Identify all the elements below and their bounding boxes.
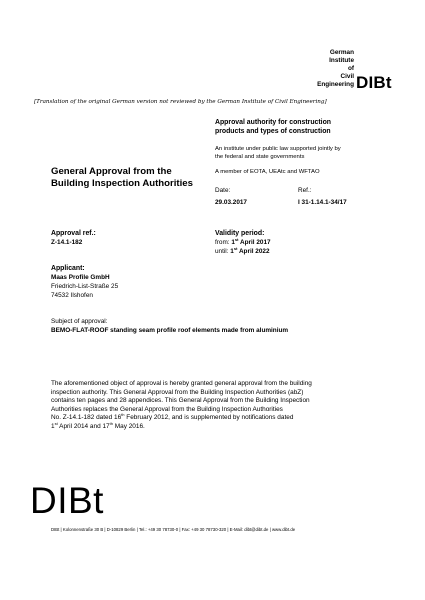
institute-line: Engineering <box>317 81 354 89</box>
validity-until <box>215 245 270 255</box>
applicant-city: 74532 Ilshofen <box>51 292 93 299</box>
body-line <box>51 420 381 432</box>
date-value: 29.03.2017 <box>215 199 247 206</box>
document-title-line: General Approval from the <box>51 166 172 177</box>
authority-sub-line: An institute under public law supported jointly by <box>215 146 341 152</box>
subject-label: Subject of approval: <box>51 318 108 325</box>
body-line-part: April 2014 and 17 <box>57 422 110 430</box>
document-title-line: Building Inspection Authorities <box>51 178 193 189</box>
validity-from-prefix: from: <box>215 239 232 246</box>
authority-sub-line: the federal and state governments <box>215 153 305 160</box>
validity-until-suffix: st <box>233 245 238 251</box>
authority-title-line: products and types of construction <box>215 128 331 135</box>
ref-label: Ref.: <box>298 187 312 194</box>
approval-ref-label: Approval ref.: <box>51 230 96 237</box>
date-label: Date: <box>215 187 231 194</box>
authority-title-line: Approval authority for construction <box>215 119 331 126</box>
approval-body-paragraph <box>51 380 381 432</box>
body-line-part: No. Z-14.1-182 dated 16 <box>51 414 122 422</box>
institute-line: Institute <box>329 57 354 65</box>
authority-title <box>215 118 405 136</box>
applicant-name: Maas Profile GmbH <box>51 274 110 281</box>
approval-ref-value: Z-14.1-182 <box>51 239 83 246</box>
validity-from-day: 1 <box>231 239 235 246</box>
validity-from <box>215 236 271 246</box>
validity-until-prefix: until: <box>215 248 231 255</box>
translation-note: [Translation of the original German version not reviewed by the German Institute of Civil Engineering] <box>34 99 327 105</box>
validity-from-rest: April 2017 <box>238 239 271 246</box>
body-line-part: 1 <box>51 422 55 430</box>
authority-member: A member of EOTA, UEAtc and WFTAO <box>215 169 320 175</box>
institute-name <box>317 49 354 89</box>
body-line-sup: th <box>109 420 113 426</box>
dibt-logo: DIBt <box>356 73 392 92</box>
ref-value: I 31-1.14.1-34/17 <box>298 199 347 206</box>
authority-subtitle <box>215 146 405 161</box>
validity-from-suffix: st <box>234 236 239 242</box>
document-title <box>51 166 216 190</box>
body-line: Authorities replaces the General Approval from the Building Inspection Authorities <box>51 405 283 413</box>
dibt-footer-logo: DIBt <box>30 480 104 521</box>
footer-contact: DIBt | Kolonnenstraße 30 B | D-10829 Berlin | Tel.: +49 30 78730-0 | Fax: +49 30 78730-320 | E-Mail: dibt@dibt.de | www.dibt.de <box>51 527 296 532</box>
validity-label: Validity period: <box>215 230 265 237</box>
subject-text: BEMO-FLAT-ROOF standing seam profile roof elements made from aluminium <box>51 327 289 334</box>
applicant-street: Friedrich-List-Straße 25 <box>51 283 119 290</box>
body-line: The aforementioned object of approval is hereby granted general approval from the building <box>51 380 312 387</box>
body-line-sup: st <box>54 420 58 426</box>
body-line-sup: th <box>121 412 125 418</box>
institute-line: German <box>329 49 354 56</box>
body-line <box>51 414 381 423</box>
validity-until-day: 1 <box>230 248 234 255</box>
institute-line: Civil <box>340 73 354 81</box>
applicant-label: Applicant: <box>51 265 85 272</box>
body-line-part: February 2012, and is supplemented by notifications dated <box>124 414 294 422</box>
validity-until-rest: April 2022 <box>237 248 270 255</box>
institute-line: of <box>347 65 354 73</box>
body-line: inspection authority. This General Approval from the Building Inspection Authorities (abZ) <box>51 388 304 396</box>
body-line: contains ten pages and 28 appendices. This General Approval from the Building Inspection <box>51 397 310 405</box>
body-line-part: May 2016. <box>112 422 145 430</box>
